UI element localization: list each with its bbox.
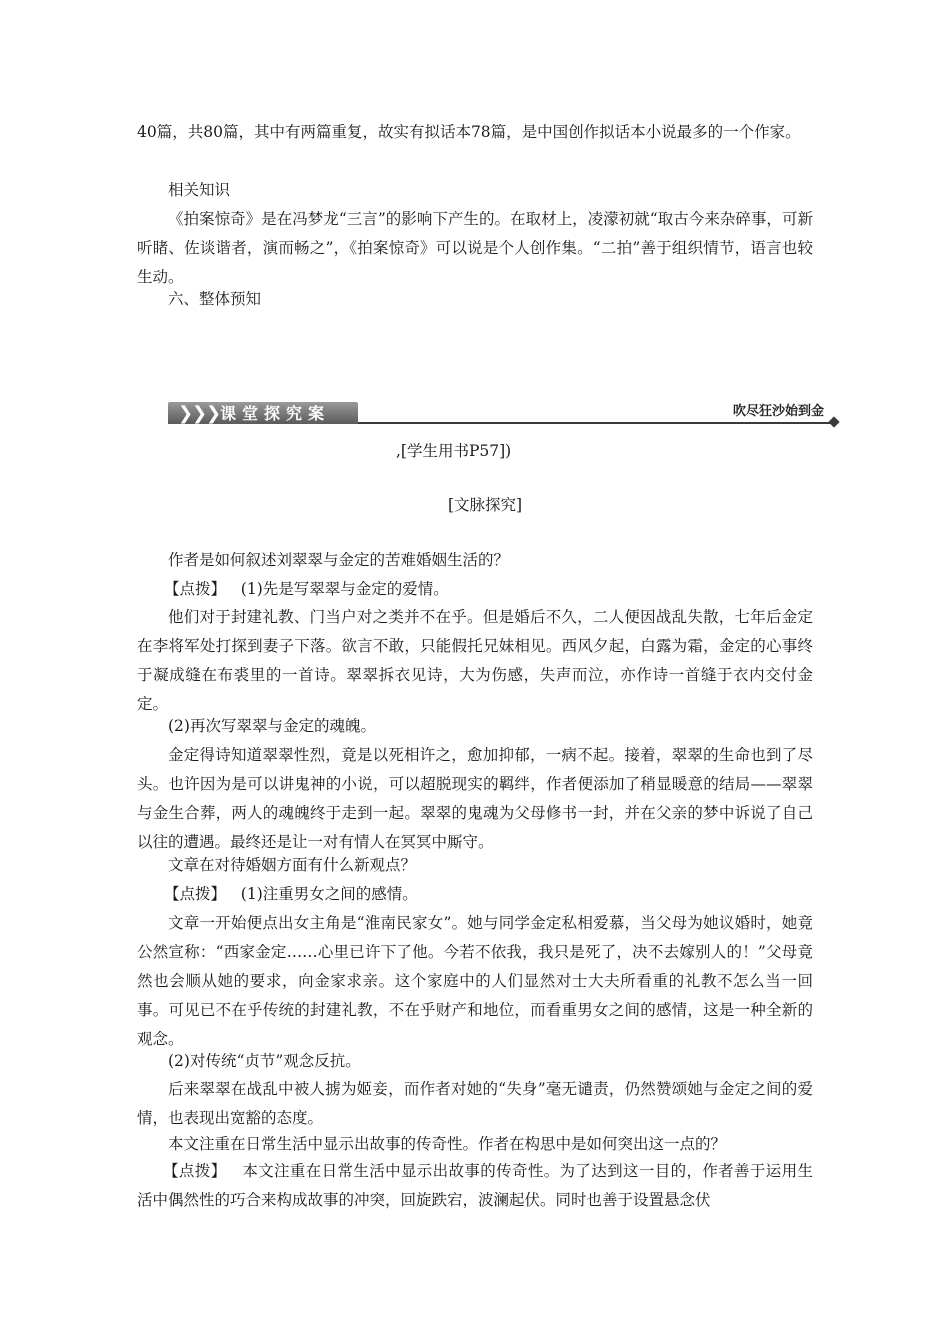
banner-slogan: 吹尽狂沙始到金 <box>732 404 824 419</box>
diamond-icon <box>828 416 839 427</box>
section-banner <box>168 400 840 432</box>
hint-label: 【点拨】 <box>164 580 227 598</box>
answer-3-paragraph <box>137 1157 813 1215</box>
hint-point-text: (1)先是写翠翠与金定的爱情。 <box>240 580 449 598</box>
intro-paragraph: 40篇，共80篇，其中有两篇重复，故实有拟话本78篇，是中国创作拟话本小说最多的一个作家。 <box>137 123 801 141</box>
banner-tab <box>168 402 358 424</box>
answer-2-paragraph-2: 后来翠翠在战乱中被人掳为姬妾，而作者对她的“失身”毫无谴责，仍然赞颂她与金定之间的爱情，也表现出宽豁的态度。 <box>137 1080 813 1127</box>
subsection-heading: [文脉探究] <box>448 496 523 514</box>
chevron-right-icon: ❯ <box>178 403 194 424</box>
answer-1-point-2: (2)再次写翠翠与金定的魂魄。 <box>168 717 376 735</box>
hint-text: 本文注重在日常生活中显示出故事的传奇性。为了达到这一目的，作者善于运用生活中偶然性的巧合来构成故事的冲突，回旋跌宕，波澜起伏。同时也善于设置悬念伏 <box>137 1162 813 1209</box>
chevron-right-icon: ❯ <box>206 403 222 424</box>
answer-2-point-1 <box>164 880 840 909</box>
textbook-reference: ,[学生用书P57]) <box>396 442 512 460</box>
hint-label: 【点拨】 <box>164 885 227 903</box>
related-knowledge-heading: 相关知识 <box>168 181 231 199</box>
question-3: 本文注重在日常生活中显示出故事的传奇性。作者在构思中是如何突出这一点的？ <box>168 1135 727 1153</box>
chevron-right-icon: ❯ <box>192 403 208 424</box>
answer-1-point-1 <box>164 575 840 604</box>
answer-1-paragraph-2: 金定得诗知道翠翠性烈，竟是以死相许之，愈加抑郁，一病不起。接着，翠翠的生命也到了尽头。也许因为是可以讲鬼神的小说，可以超脱现实的羁绊，作者便添加了稍显暖意的结局——翠翠与金生合葬，两人的魂魄终于走到一起。翠翠的鬼魂为父母修书一封，并在父亲的梦中诉说了自己以往的遭遇。最终还是让一对有情人在冥冥中厮守。 <box>137 746 813 851</box>
section-heading-overview: 六、整体预知 <box>168 290 262 308</box>
hint-point-text: (1)注重男女之间的感情。 <box>240 885 418 903</box>
question-1: 作者是如何叙述刘翠翠与金定的苦难婚姻生活的？ <box>168 551 510 569</box>
answer-1-paragraph-1: 他们对于封建礼教、门当户对之类并不在乎。但是婚后不久，二人便因战乱失散，七年后金定在李将军处打探到妻子下落。欲言不敢，只能假托兄妹相见。西风夕起，白露为霜，金定的心事终于凝成缝在布裘里的一首诗。翠翠拆衣见诗，大为伤感，失声而泣，亦作诗一首缝于衣内交付金定。 <box>137 608 813 713</box>
hint-label: 【点拨】 <box>163 1162 227 1180</box>
banner-title: 课堂探究案 <box>220 404 331 423</box>
question-2: 文章在对待婚姻方面有什么新观点？ <box>168 856 417 874</box>
answer-2-point-2: (2)对传统“贞节”观念反抗。 <box>168 1052 361 1070</box>
related-knowledge-paragraph: 《拍案惊奇》是在冯梦龙“三言”的影响下产生的。在取材上，凌濛初就“取古今来杂碎事，可新听睹、佐谈谐者，演而畅之”，《拍案惊奇》可以说是个人创作集。“二拍”善于组织情节，语言也较生动。 <box>137 210 813 286</box>
answer-2-paragraph-1: 文章一开始便点出女主角是“淮南民家女”。她与同学金定私相爱慕，当父母为她议婚时，她竟公然宣称：“西家金定……心里已许下了他。今若不依我，我只是死了，决不去嫁别人的！”父母竟然也会顺从她的要求，向金家求亲。这个家庭中的人们显然对士大夫所看重的礼教不怎么当一回事。可见已不在乎传统的封建礼教，不在乎财产和地位，而看重男女之间的感情，这是一种全新的观念。 <box>137 914 813 1048</box>
